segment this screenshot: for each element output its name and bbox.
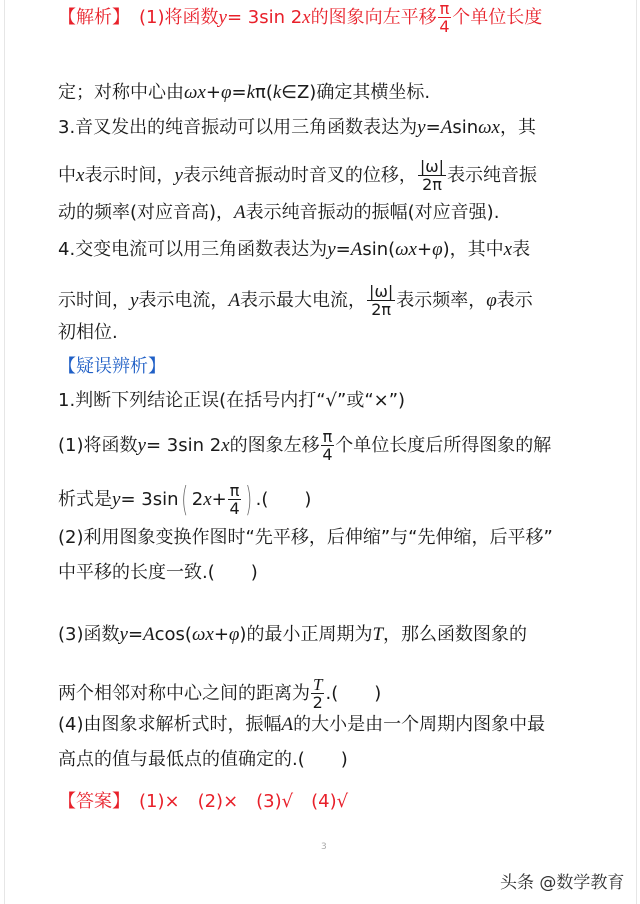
text-run: .( ) [255,488,312,510]
math-variable: k [272,82,282,103]
fraction-denominator: 2π [371,300,392,319]
text-run: 的图象左移 [229,434,320,456]
text-run: 表示纯音振动的振幅(对应音强). [245,202,500,223]
math-variable: A [234,202,246,223]
text-run: 2 [191,488,204,510]
text-run: (2)利用图象变换作图时“先平移，后伸缩”与“先伸缩，后平移” [58,527,553,548]
math-variable: y [218,6,227,28]
fraction-numerator: π [439,0,450,18]
math-variable: φ [486,289,497,311]
text-run: 【疑误辨析】 [58,356,166,377]
text-run: ，那么函数图象的 [383,624,528,645]
text-run: (3)函数 [58,624,120,645]
text-run: )的最小正周期为 [239,624,373,645]
math-variable: y [327,239,336,260]
text-run: ，其 [499,117,536,138]
text-run: 表示 [496,289,533,311]
text-line [58,158,537,193]
text-run: 的图象向左平移 [310,6,437,28]
text-line [58,676,381,711]
text-run: 表示频率， [396,289,487,311]
text-run: + [213,624,229,645]
text-run: 析式是 [58,488,112,510]
text-line [58,283,533,318]
text-run: 的大小是由一个周期内图象中最 [293,714,546,735]
math-variable: φ [228,624,240,645]
math-variable: A [281,714,294,735]
text-line [58,428,551,463]
text-line [58,713,545,737]
math-variable: y [112,488,121,510]
text-run: + [205,82,221,103]
text-run: = 3sin 2 [145,434,222,456]
fraction-denominator: 4 [229,499,240,518]
text-line [58,526,553,550]
text-run: 表 [512,239,531,260]
math-variable: x [221,434,230,456]
text-line [58,116,536,140]
text-line [58,389,405,413]
fraction-numerator: |ω| [369,282,394,301]
text-run: 【解析】 (1)将函数 [58,6,219,28]
math-variable: y [174,164,183,186]
math-fraction [321,428,335,463]
math-variable: ωx [191,624,214,645]
math-variable: x [76,164,85,186]
text-run: 1.判断下列结论正误(在括号内打“√”或“×”) [58,390,406,411]
text-run: 中平移的长度一致.( ) [58,562,258,583]
text-run: cos( [154,624,192,645]
fraction-numerator: π [322,427,333,446]
fraction-denominator: 2π [422,175,442,194]
text-run: 两个相邻对称中心之间的距离为 [58,682,310,704]
text-run: 初相位. [58,322,118,343]
text-run: 表示电流， [138,289,229,311]
text-line [58,201,499,225]
text-run: 个单位长度后所得图象的解 [335,434,552,456]
text-line [58,0,542,35]
fraction-numerator: π [229,481,240,500]
text-line [58,561,258,585]
text-run: 示时间， [58,289,130,311]
math-paren: ) [245,479,253,520]
text-run: .( ) [325,682,382,704]
math-variable: ωx [478,117,500,138]
text-run: ∈Z)确定其横坐标. [281,82,431,103]
math-variable: A [228,289,241,311]
text-run: sin( [362,239,396,260]
text-run: 3.音叉发出的纯音振动可以用三角函数表达为 [58,117,418,138]
fraction-denominator: 4 [322,445,333,464]
text-run: = [335,239,351,260]
text-line [58,748,348,772]
text-line [58,81,430,105]
text-run: 动的频率(对应音高)， [58,202,235,223]
text-line [58,479,312,520]
text-run: = 3sin [120,488,179,510]
text-run: (4)由图象求解析式时，振幅 [58,714,282,735]
text-run: = [127,624,144,645]
math-variable: x [203,488,212,510]
text-run: 表示纯音振 [447,164,538,186]
math-variable: φ [432,239,443,260]
text-run: 表示时间， [84,164,175,186]
math-fraction [418,158,446,193]
math-variable: y [119,624,128,645]
fraction-denominator: 2 [312,693,323,712]
fraction-denominator: 4 [439,17,450,36]
math-paren: ( [181,479,189,520]
text-run: 表示最大电流， [240,289,367,311]
math-fraction [311,676,324,711]
math-fraction [367,283,395,318]
math-variable: y [417,117,426,138]
page-number: 3 [321,842,327,852]
math-variable: A [143,624,155,645]
text-run: 表示纯音振动时音叉的位移， [182,164,417,186]
fraction-numerator: |ω| [419,157,445,176]
math-variable: k [246,82,255,103]
text-run: 个单位长度 [452,6,543,28]
math-fraction [228,482,242,517]
text-line [58,623,527,647]
text-run: 高点的值与最低点的值确定的.( ) [58,749,348,770]
text-run: 【答案】 (1)× (2)× (3)√ (4)√ [58,791,349,812]
math-variable: y [137,434,146,456]
text-run: + [417,239,433,260]
text-run: + [211,488,227,510]
text-run: = [231,82,247,103]
text-line [58,355,166,379]
math-variable: x [503,239,513,260]
text-run: 4.交变电流可以用三角函数表达为 [58,239,328,260]
math-variable: A [440,117,453,138]
math-variable: A [350,239,363,260]
text-line [58,790,348,814]
text-run: π( [255,82,273,103]
text-run: = 3sin 2 [226,6,303,28]
math-variable: φ [220,82,232,103]
text-run: sin [452,117,479,138]
text-line [58,321,118,345]
math-fraction [438,0,452,35]
math-variable: ωx [395,239,417,260]
math-variable: y [130,289,139,311]
text-run: 中 [58,164,76,186]
fraction-numerator: T [313,675,323,694]
text-run: (1)将函数 [58,434,138,456]
text-run: = [425,117,441,138]
text-run: )，其中 [442,239,504,260]
text-run: 定；对称中心由 [58,82,184,103]
text-line [58,238,530,262]
math-variable: ωx [184,82,206,103]
math-variable: T [372,624,384,645]
watermark: 头条 @数学教育 [500,873,625,893]
math-variable: x [302,6,311,28]
